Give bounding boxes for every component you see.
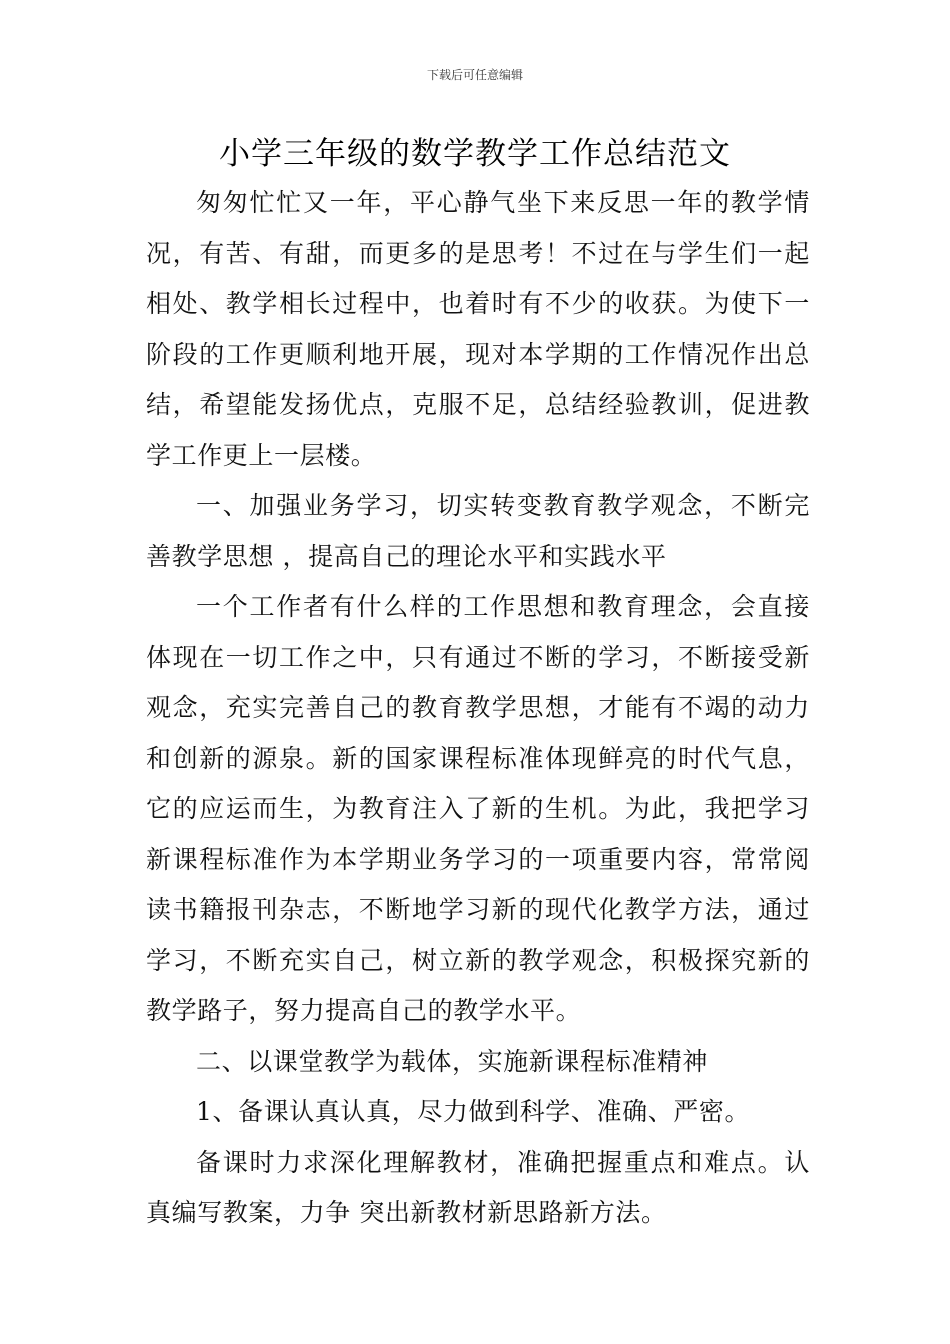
document-title: 小学三年级的数学教学工作总结范文 — [219, 136, 731, 172]
paragraph-section-1: 一个工作者有什么样的工作思想和教育理念，会直接体现在一切工作之中，只有通过不断的学习，不断接受新观念，充实完善自己的教育教学思想，才能有不竭的动力和创新的源泉。新的国家课程标准体现鲜亮的时代气息，它的应运而生，为教育注入了新的生机。为此，我把学习新课程标准作为本学期业务学习的一项重要内容，常常阅读书籍报刊杂志，不断地学习新的现代化教学方法，通过学习，不断充实自己，树立新的教学观念，积极探究新的教学路子，努力提高自己的教学水平。 — [146, 592, 810, 1025]
section-heading-2: 二、以课堂教学为载体，实施新课程标准精神 — [196, 1046, 709, 1076]
subsection-heading-1: 1、备课认真认真，尽力做到科学、准确、严密。 — [196, 1097, 751, 1126]
section-heading-1: 一、加强业务学习，切实转变教育教学观念，不断完善教学思想 ，提高自己的理论水平和实践水平 — [146, 491, 810, 571]
header-note: 下载后可任意编辑 — [426, 68, 523, 82]
document-body — [146, 178, 810, 1239]
paragraph-intro: 匆匆忙忙又一年，平心静气坐下来反思一年的教学情况，有苦、有甜，而更多的是思考！不过在与学生们一起相处、教学相长过程中，也着时有不少的收获。为使下一阶段的工作更顺利地开展，现对本学期的工作情况作出总结，希望能发扬优点，克服不足，总结经验教训，促进教学工作更上一层楼。 — [146, 188, 810, 470]
paragraph-subsection-1: 备课时力求深化理解教材，准确把握重点和难点。认真编写教案，力争 突出新教材新思路新方法。 — [146, 1147, 810, 1227]
